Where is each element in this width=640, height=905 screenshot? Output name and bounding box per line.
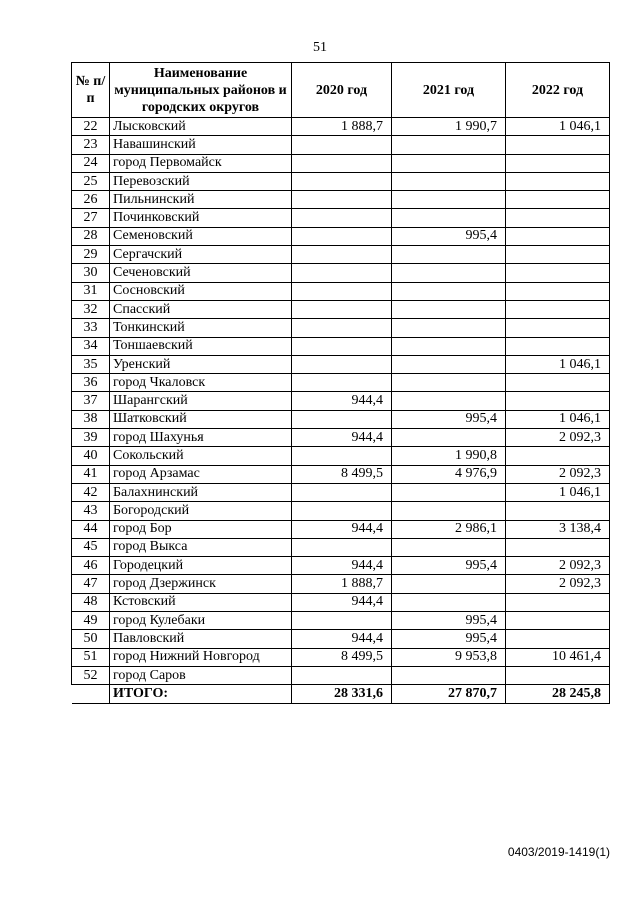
value-2020 bbox=[292, 337, 392, 355]
district-name: Перевозский bbox=[110, 172, 292, 190]
value-2021 bbox=[392, 154, 506, 172]
value-2021 bbox=[392, 593, 506, 611]
row-number: 42 bbox=[72, 483, 110, 501]
row-number: 34 bbox=[72, 337, 110, 355]
table-row bbox=[72, 319, 610, 337]
value-2022 bbox=[506, 538, 610, 556]
table-row bbox=[72, 593, 610, 611]
district-name: Тонкинский bbox=[110, 319, 292, 337]
value-2022 bbox=[506, 319, 610, 337]
header-no: № п/п bbox=[72, 63, 110, 118]
value-2021 bbox=[392, 191, 506, 209]
value-2021 bbox=[392, 264, 506, 282]
value-2020 bbox=[292, 172, 392, 190]
value-2020 bbox=[292, 410, 392, 428]
district-name: Сосновский bbox=[110, 282, 292, 300]
row-number: 51 bbox=[72, 648, 110, 666]
value-2021: 4 976,9 bbox=[392, 465, 506, 483]
table-row bbox=[72, 666, 610, 684]
value-2021 bbox=[392, 538, 506, 556]
value-2020 bbox=[292, 209, 392, 227]
value-2020: 1 888,7 bbox=[292, 575, 392, 593]
row-number: 41 bbox=[72, 465, 110, 483]
value-2020 bbox=[292, 246, 392, 264]
value-2020 bbox=[292, 612, 392, 630]
district-name: Богородский bbox=[110, 502, 292, 520]
row-number: 30 bbox=[72, 264, 110, 282]
value-2021 bbox=[392, 136, 506, 154]
total-2021: 27 870,7 bbox=[392, 685, 506, 703]
value-2022 bbox=[506, 227, 610, 245]
row-number: 38 bbox=[72, 410, 110, 428]
document-code: 0403/2019-1419(1) bbox=[507, 845, 610, 859]
row-number: 45 bbox=[72, 538, 110, 556]
total-label: ИТОГО: bbox=[110, 685, 292, 703]
value-2021 bbox=[392, 374, 506, 392]
table-row bbox=[72, 648, 610, 666]
value-2022: 2 092,3 bbox=[506, 429, 610, 447]
value-2021: 995,4 bbox=[392, 630, 506, 648]
row-number: 26 bbox=[72, 191, 110, 209]
value-2022: 2 092,3 bbox=[506, 465, 610, 483]
header-name: Наименование муниципальных районов и городских округов bbox=[110, 63, 292, 118]
value-2022 bbox=[506, 209, 610, 227]
value-2022 bbox=[506, 172, 610, 190]
table-row bbox=[72, 575, 610, 593]
value-2021: 1 990,8 bbox=[392, 447, 506, 465]
table-row bbox=[72, 227, 610, 245]
value-2022 bbox=[506, 447, 610, 465]
value-2020: 1 888,7 bbox=[292, 118, 392, 136]
value-2022 bbox=[506, 502, 610, 520]
value-2021 bbox=[392, 502, 506, 520]
district-name: Кстовский bbox=[110, 593, 292, 611]
value-2020 bbox=[292, 227, 392, 245]
table-row bbox=[72, 282, 610, 300]
value-2022 bbox=[506, 374, 610, 392]
row-number: 32 bbox=[72, 300, 110, 318]
value-2020 bbox=[292, 154, 392, 172]
table-row bbox=[72, 410, 610, 428]
value-2021 bbox=[392, 319, 506, 337]
table-row bbox=[72, 502, 610, 520]
row-number: 28 bbox=[72, 227, 110, 245]
total-2020: 28 331,6 bbox=[292, 685, 392, 703]
row-number: 23 bbox=[72, 136, 110, 154]
table-row bbox=[72, 209, 610, 227]
district-name: город Чкаловск bbox=[110, 374, 292, 392]
value-2021: 1 990,7 bbox=[392, 118, 506, 136]
district-name: город Выкса bbox=[110, 538, 292, 556]
value-2022 bbox=[506, 630, 610, 648]
table-row bbox=[72, 300, 610, 318]
table-row bbox=[72, 538, 610, 556]
row-number: 27 bbox=[72, 209, 110, 227]
value-2020 bbox=[292, 191, 392, 209]
value-2022: 1 046,1 bbox=[506, 483, 610, 501]
table-row bbox=[72, 355, 610, 373]
value-2022 bbox=[506, 593, 610, 611]
value-2020 bbox=[292, 282, 392, 300]
district-name: Павловский bbox=[110, 630, 292, 648]
table-row bbox=[72, 337, 610, 355]
value-2022: 2 092,3 bbox=[506, 575, 610, 593]
value-2022: 1 046,1 bbox=[506, 410, 610, 428]
row-number: 37 bbox=[72, 392, 110, 410]
value-2020 bbox=[292, 666, 392, 684]
value-2022 bbox=[506, 264, 610, 282]
district-name: город Саров bbox=[110, 666, 292, 684]
district-name: Лысковский bbox=[110, 118, 292, 136]
value-2020 bbox=[292, 136, 392, 154]
total-no-cell bbox=[72, 685, 110, 703]
value-2020 bbox=[292, 300, 392, 318]
row-number: 46 bbox=[72, 557, 110, 575]
row-number: 40 bbox=[72, 447, 110, 465]
table-row bbox=[72, 612, 610, 630]
district-name: Уренский bbox=[110, 355, 292, 373]
value-2020 bbox=[292, 355, 392, 373]
district-name: Сеченовский bbox=[110, 264, 292, 282]
page-number: 51 bbox=[313, 40, 327, 55]
value-2022 bbox=[506, 154, 610, 172]
value-2020: 8 499,5 bbox=[292, 648, 392, 666]
district-name: Спасский bbox=[110, 300, 292, 318]
value-2020 bbox=[292, 483, 392, 501]
district-name: Шарангский bbox=[110, 392, 292, 410]
district-name: город Первомайск bbox=[110, 154, 292, 172]
table-row bbox=[72, 520, 610, 538]
value-2021: 2 986,1 bbox=[392, 520, 506, 538]
value-2022: 2 092,3 bbox=[506, 557, 610, 575]
district-name: Навашинский bbox=[110, 136, 292, 154]
district-name: Пильнинский bbox=[110, 191, 292, 209]
value-2020 bbox=[292, 502, 392, 520]
value-2022 bbox=[506, 246, 610, 264]
table-row bbox=[72, 483, 610, 501]
table-row bbox=[72, 374, 610, 392]
total-2022: 28 245,8 bbox=[506, 685, 610, 703]
value-2020: 944,4 bbox=[292, 557, 392, 575]
value-2022: 1 046,1 bbox=[506, 118, 610, 136]
district-name: Тоншаевский bbox=[110, 337, 292, 355]
row-number: 35 bbox=[72, 355, 110, 373]
row-number: 47 bbox=[72, 575, 110, 593]
district-name: город Арзамас bbox=[110, 465, 292, 483]
table-header-row bbox=[72, 63, 610, 118]
row-number: 44 bbox=[72, 520, 110, 538]
table-row bbox=[72, 447, 610, 465]
table-row bbox=[72, 429, 610, 447]
row-number: 50 bbox=[72, 630, 110, 648]
row-number: 43 bbox=[72, 502, 110, 520]
district-name: Сергачский bbox=[110, 246, 292, 264]
value-2020: 8 499,5 bbox=[292, 465, 392, 483]
row-number: 49 bbox=[72, 612, 110, 630]
district-name: город Кулебаки bbox=[110, 612, 292, 630]
value-2022 bbox=[506, 337, 610, 355]
value-2022 bbox=[506, 666, 610, 684]
district-name: Сокольский bbox=[110, 447, 292, 465]
value-2021 bbox=[392, 282, 506, 300]
value-2021 bbox=[392, 337, 506, 355]
value-2021 bbox=[392, 209, 506, 227]
row-number: 33 bbox=[72, 319, 110, 337]
value-2021 bbox=[392, 355, 506, 373]
value-2021: 995,4 bbox=[392, 612, 506, 630]
value-2020: 944,4 bbox=[292, 429, 392, 447]
value-2020: 944,4 bbox=[292, 593, 392, 611]
row-number: 36 bbox=[72, 374, 110, 392]
value-2021 bbox=[392, 483, 506, 501]
total-row bbox=[72, 685, 610, 703]
table-row bbox=[72, 264, 610, 282]
table-row bbox=[72, 392, 610, 410]
table-row bbox=[72, 154, 610, 172]
value-2021: 9 953,8 bbox=[392, 648, 506, 666]
value-2022 bbox=[506, 191, 610, 209]
value-2022 bbox=[506, 136, 610, 154]
district-name: Семеновский bbox=[110, 227, 292, 245]
table-row bbox=[72, 465, 610, 483]
value-2020 bbox=[292, 264, 392, 282]
district-name: город Дзержинск bbox=[110, 575, 292, 593]
value-2022: 1 046,1 bbox=[506, 355, 610, 373]
value-2020: 944,4 bbox=[292, 392, 392, 410]
row-number: 39 bbox=[72, 429, 110, 447]
table-row bbox=[72, 136, 610, 154]
table-row bbox=[72, 246, 610, 264]
value-2021 bbox=[392, 172, 506, 190]
header-2021: 2021 год bbox=[392, 63, 506, 118]
value-2022: 3 138,4 bbox=[506, 520, 610, 538]
table-row bbox=[72, 630, 610, 648]
value-2022 bbox=[506, 282, 610, 300]
row-number: 48 bbox=[72, 593, 110, 611]
value-2021 bbox=[392, 666, 506, 684]
value-2021 bbox=[392, 392, 506, 410]
value-2021 bbox=[392, 300, 506, 318]
row-number: 24 bbox=[72, 154, 110, 172]
header-2022: 2022 год bbox=[506, 63, 610, 118]
header-2020: 2020 год bbox=[292, 63, 392, 118]
value-2020 bbox=[292, 447, 392, 465]
value-2022 bbox=[506, 612, 610, 630]
row-number: 25 bbox=[72, 172, 110, 190]
district-name: город Нижний Новгород bbox=[110, 648, 292, 666]
district-name: Шатковский bbox=[110, 410, 292, 428]
value-2020 bbox=[292, 538, 392, 556]
value-2021: 995,4 bbox=[392, 410, 506, 428]
value-2022 bbox=[506, 392, 610, 410]
row-number: 31 bbox=[72, 282, 110, 300]
row-number: 22 bbox=[72, 118, 110, 136]
table-row bbox=[72, 557, 610, 575]
district-name: Балахнинский bbox=[110, 483, 292, 501]
district-name: Городецкий bbox=[110, 557, 292, 575]
value-2022 bbox=[506, 300, 610, 318]
value-2021: 995,4 bbox=[392, 557, 506, 575]
table-row bbox=[72, 172, 610, 190]
district-name: город Бор bbox=[110, 520, 292, 538]
value-2022: 10 461,4 bbox=[506, 648, 610, 666]
value-2021 bbox=[392, 575, 506, 593]
value-2020 bbox=[292, 319, 392, 337]
district-name: Починковский bbox=[110, 209, 292, 227]
table-row bbox=[72, 191, 610, 209]
funding-table bbox=[71, 62, 610, 704]
value-2020: 944,4 bbox=[292, 520, 392, 538]
district-name: город Шахунья bbox=[110, 429, 292, 447]
value-2021 bbox=[392, 246, 506, 264]
value-2021: 995,4 bbox=[392, 227, 506, 245]
table-row bbox=[72, 118, 610, 136]
value-2020: 944,4 bbox=[292, 630, 392, 648]
row-number: 29 bbox=[72, 246, 110, 264]
value-2021 bbox=[392, 429, 506, 447]
value-2020 bbox=[292, 374, 392, 392]
row-number: 52 bbox=[72, 666, 110, 684]
